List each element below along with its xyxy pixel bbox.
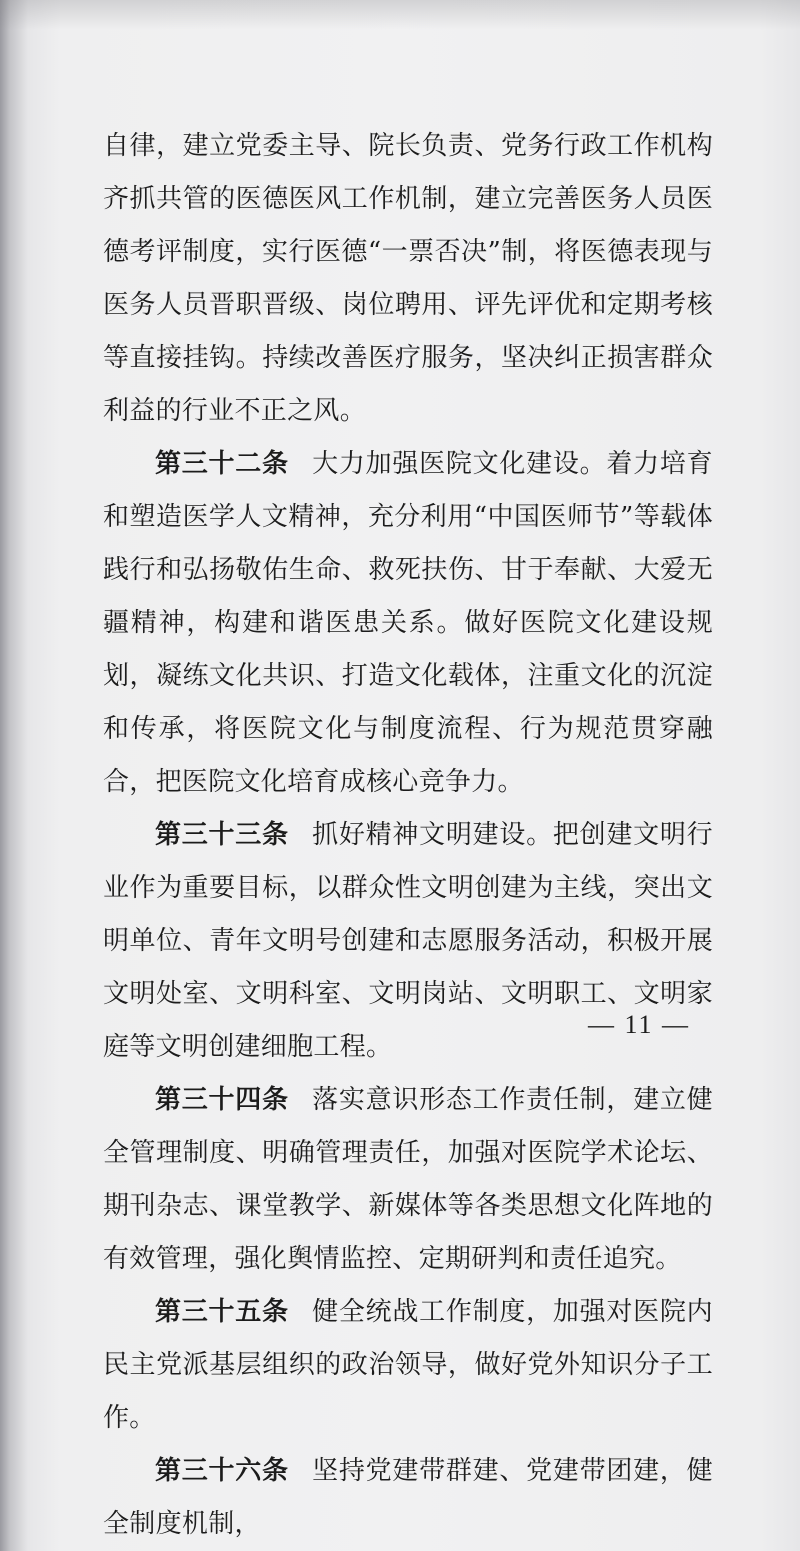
paragraph-text: 大力加强医院文化建设。着力培育和塑造医学人文精神，充分利用“中国医师节”等载体践行和弘扬敬佑生命、救死扶伤、甘于奉献、大爱无疆精神，构建和谐医患关系。做好医院文化建设规划，凝练文化共识、打造文化载体，注重文化的沉淀和传承，将医院文化与制度流程、行为规范贯穿融合，把医院文化培育成核心竞争力。 bbox=[103, 449, 713, 797]
paragraph-text: 自律，建立党委主导、院长负责、党务行政工作机构齐抓共管的医德医风工作机制，建立完善医务人员医德考评制度，实行医德“一票否决”制，将医德表现与医务人员晋职晋级、岗位聘用、评先评优和定期考核等直接挂钩。持续改善医疗服务，坚决纠正损害群众利益的行业不正之风。 bbox=[103, 131, 713, 426]
article-number: 第三十四条 bbox=[155, 1085, 289, 1115]
paragraph-text: 健全统战工作制度，加强对医院内民主党派基层组织的政治领导，做好党外知识分子工作。 bbox=[103, 1297, 713, 1433]
paragraph-article-36 bbox=[103, 1445, 713, 1551]
article-number: 第三十二条 bbox=[155, 449, 289, 479]
paragraph-article-34 bbox=[103, 1074, 713, 1286]
paragraph-text: 坚持党建带群建、党建带团建，健全制度机制， bbox=[103, 1456, 713, 1539]
article-number: 第三十三条 bbox=[155, 820, 289, 850]
paragraph-article-35 bbox=[103, 1286, 713, 1445]
document-body bbox=[103, 120, 713, 1551]
article-number: 第三十五条 bbox=[155, 1297, 289, 1327]
article-number: 第三十六条 bbox=[155, 1456, 289, 1486]
paragraph-text: 抓好精神文明建设。把创建文明行业作为重要目标，以群众性文明创建为主线，突出文明单位、青年文明号创建和志愿服务活动，积极开展文明处室、文明科室、文明岗站、文明职工、文明家庭等文明创建细胞工程。 bbox=[103, 820, 713, 1062]
paragraph-text: 落实意识形态工作责任制，建立健全管理制度、明确管理责任，加强对医院学术论坛、期刊杂志、课堂教学、新媒体等各类思想文化阵地的有效管理，强化舆情监控、定期研判和责任追究。 bbox=[103, 1085, 713, 1274]
page-number: — 11 — bbox=[588, 1010, 691, 1039]
paragraph-article-32 bbox=[103, 438, 713, 809]
paragraph-continuation bbox=[103, 120, 713, 438]
page-shadow bbox=[0, 0, 800, 30]
